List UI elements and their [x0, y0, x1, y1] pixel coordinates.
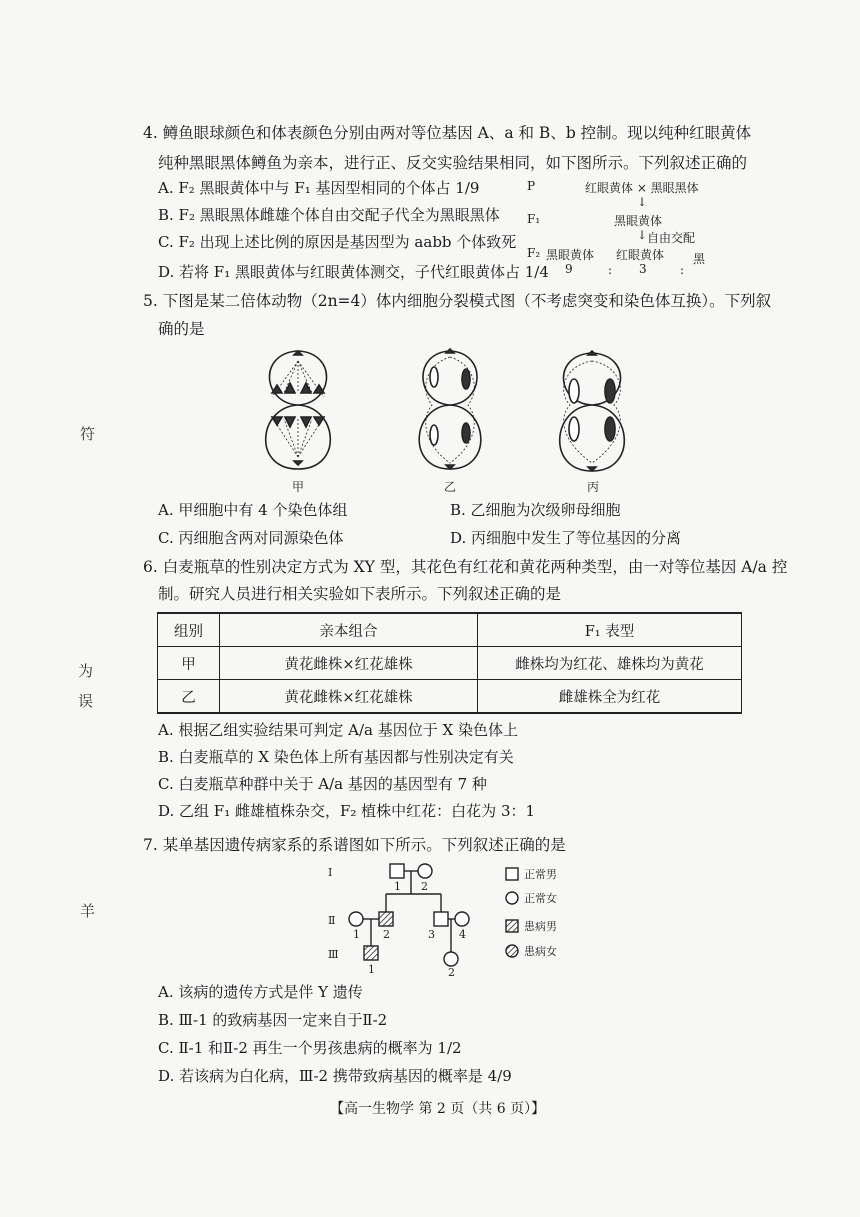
q6-option-c: C. 白麦瓶草种群中关于 A/a 基因的基因型有 7 种: [158, 775, 487, 793]
cross-f2-a: 黑眼黄体: [546, 248, 595, 262]
generation-label: Ⅱ: [328, 914, 336, 927]
margin-mark: 符: [80, 425, 96, 443]
q7-stem: 7. 某单基因遗传病家系的系谱图如下所示。下列叙述正确的是: [143, 836, 566, 854]
cross-p-text: 红眼黄体 × 黑眼黑体: [585, 181, 699, 195]
cross-f2-label: F₂: [527, 246, 541, 260]
q4-stem-line2: 纯种黑眼黑体鳟鱼为亲本，进行正、反交实验结果相同，如下图所示。下列叙述正确的: [158, 154, 748, 172]
cross-f2-b: 红眼黄体: [616, 248, 665, 262]
q6-option-d: D. 乙组 F₁ 雌雄植株杂交，F₂ 植株中红花：白花为 3：1: [158, 802, 536, 820]
q7-option-c: C. Ⅱ-1 和Ⅱ-2 再生一个男孩患病的概率为 1/2: [158, 1039, 462, 1057]
table-header: F₁ 表型: [478, 613, 742, 647]
individual-number: 2: [448, 966, 455, 978]
cell-yi: [419, 349, 481, 469]
ratio-a: 9: [565, 262, 573, 276]
pedigree-normal-male: [390, 864, 404, 878]
q5-stem-line2: 确的是: [158, 320, 205, 338]
q6-stem-line2: 制。研究人员进行相关实验如下表所示。下列叙述正确的是: [158, 585, 562, 603]
cross-p-label: P: [527, 179, 536, 193]
q7-option-d: D. 若该病为白化病，Ⅲ-2 携带致病基因的概率是 4/9: [158, 1067, 512, 1085]
pedigree-normal-female: [455, 912, 469, 926]
q5-option-d: D. 丙细胞中发生了等位基因的分离: [450, 529, 682, 547]
cross-f1-label: F₁: [527, 212, 541, 226]
individual-number: 1: [353, 928, 360, 941]
table-cell: 乙: [158, 680, 220, 714]
q4-stem-line1: 4. 鳟鱼眼球颜色和体表颜色分别由两对等位基因 A、a 和 B、b 控制。现以纯种红眼黄体: [143, 124, 752, 142]
q5-option-b: B. 乙细胞为次级卵母细胞: [450, 501, 621, 519]
pedigree-normal-female: [349, 912, 363, 926]
arrow-down-icon: ↓: [637, 195, 648, 209]
q6-table: [157, 612, 742, 714]
q6-stem-line1: 6. 白麦瓶草的性别决定方式为 XY 型，其花色有红花和黄花两种类型，由一对等位基因 A/a 控: [143, 558, 788, 576]
legend-affected-female-icon: [506, 945, 518, 957]
ratio-b: 3: [639, 262, 647, 276]
table-header: 组别: [158, 613, 220, 647]
cell-label-bing: 丙: [587, 480, 600, 494]
individual-number: 1: [394, 880, 401, 893]
arrow-down-icon: ↓: [637, 228, 648, 242]
cell-division-figure: [240, 345, 660, 475]
table-header-row: [158, 613, 742, 647]
pedigree-normal-female: [418, 864, 432, 878]
ratio-colon: :: [608, 263, 613, 277]
table-cell: 甲: [158, 647, 220, 680]
q5-option-a: A. 甲细胞中有 4 个染色体组: [158, 501, 348, 519]
q7-option-b: B. Ⅲ-1 的致病基因一定来自于Ⅱ-2: [158, 1011, 388, 1029]
legend-affected-male-icon: [506, 920, 518, 932]
individual-number: 3: [428, 928, 435, 941]
q6-option-a: A. 根据乙组实验结果可判定 A/a 基因位于 X 染色体上: [158, 721, 518, 739]
ratio-colon: :: [680, 263, 685, 277]
cell-bing: [560, 351, 625, 471]
cross-f1-text: 黑眼黄体: [614, 214, 663, 228]
q4-option-a: A. F₂ 黑眼黄体中与 F₁ 基因型相同的个体占 1/9: [158, 179, 480, 197]
table-cell: 黄花雌株×红花雄株: [220, 680, 478, 714]
q5-stem-line1: 5. 下图是某二倍体动物（2n=4）体内细胞分裂模式图（不考虑突变和染色体互换）。下列叙: [143, 292, 772, 310]
margin-mark: 为: [78, 662, 94, 680]
q4-option-c: C. F₂ 出现上述比例的原因是基因型为 aabb 个体致死: [158, 233, 517, 251]
q4-option-b: B. F₂ 黑眼黑体雌雄个体自由交配子代全为黑眼黑体: [158, 206, 500, 224]
cell-label-yi: 乙: [444, 480, 457, 494]
margin-mark: 误: [78, 692, 94, 710]
margin-mark: 羊: [80, 902, 96, 920]
table-cell: 黄花雌株×红花雄株: [220, 647, 478, 680]
generation-label: I: [328, 866, 333, 879]
pedigree-normal-female: [444, 952, 458, 966]
pedigree-affected-male: [364, 946, 378, 960]
cell-jia: [266, 351, 331, 469]
table-row: [158, 680, 742, 714]
page-footer: 【高一生物学 第 2 页（共 6 页）】: [330, 1101, 546, 1117]
legend-label: 患病男: [524, 920, 557, 933]
generation-label: Ⅲ: [328, 948, 339, 961]
legend-label: 正常女: [524, 892, 557, 905]
q4-option-d: D. 若将 F₁ 黑眼黄体与红眼黄体测交，子代红眼黄体占 1/4: [158, 263, 549, 281]
cell-label-jia: 甲: [292, 480, 305, 494]
cross-f2-c: 黑: [693, 252, 706, 266]
table-cell: 雌株均为红花、雄株均为黄花: [478, 647, 742, 680]
table-row: [158, 647, 742, 680]
pedigree-chart: [320, 858, 580, 978]
legend-normal-female-icon: [506, 892, 518, 904]
legend-label: 正常男: [524, 868, 557, 881]
q6-option-b: B. 白麦瓶草的 X 染色体上所有基因都与性别决定有关: [158, 748, 514, 766]
q5-option-c: C. 丙细胞含两对同源染色体: [158, 529, 344, 547]
individual-number: 2: [421, 880, 428, 893]
individual-number: 4: [459, 928, 466, 941]
table-header: 亲本组合: [220, 613, 478, 647]
legend-normal-male-icon: [506, 868, 518, 880]
pedigree-normal-male: [434, 912, 448, 926]
table-cell: 雌雄株全为红花: [478, 680, 742, 714]
individual-number: 1: [368, 963, 375, 976]
pedigree-affected-male: [379, 912, 393, 926]
q7-option-a: A. 该病的遗传方式是伴 Y 遗传: [158, 983, 363, 1001]
cross-self-text: 自由交配: [647, 231, 696, 245]
legend-label: 患病女: [524, 945, 557, 958]
individual-number: 2: [383, 928, 390, 941]
